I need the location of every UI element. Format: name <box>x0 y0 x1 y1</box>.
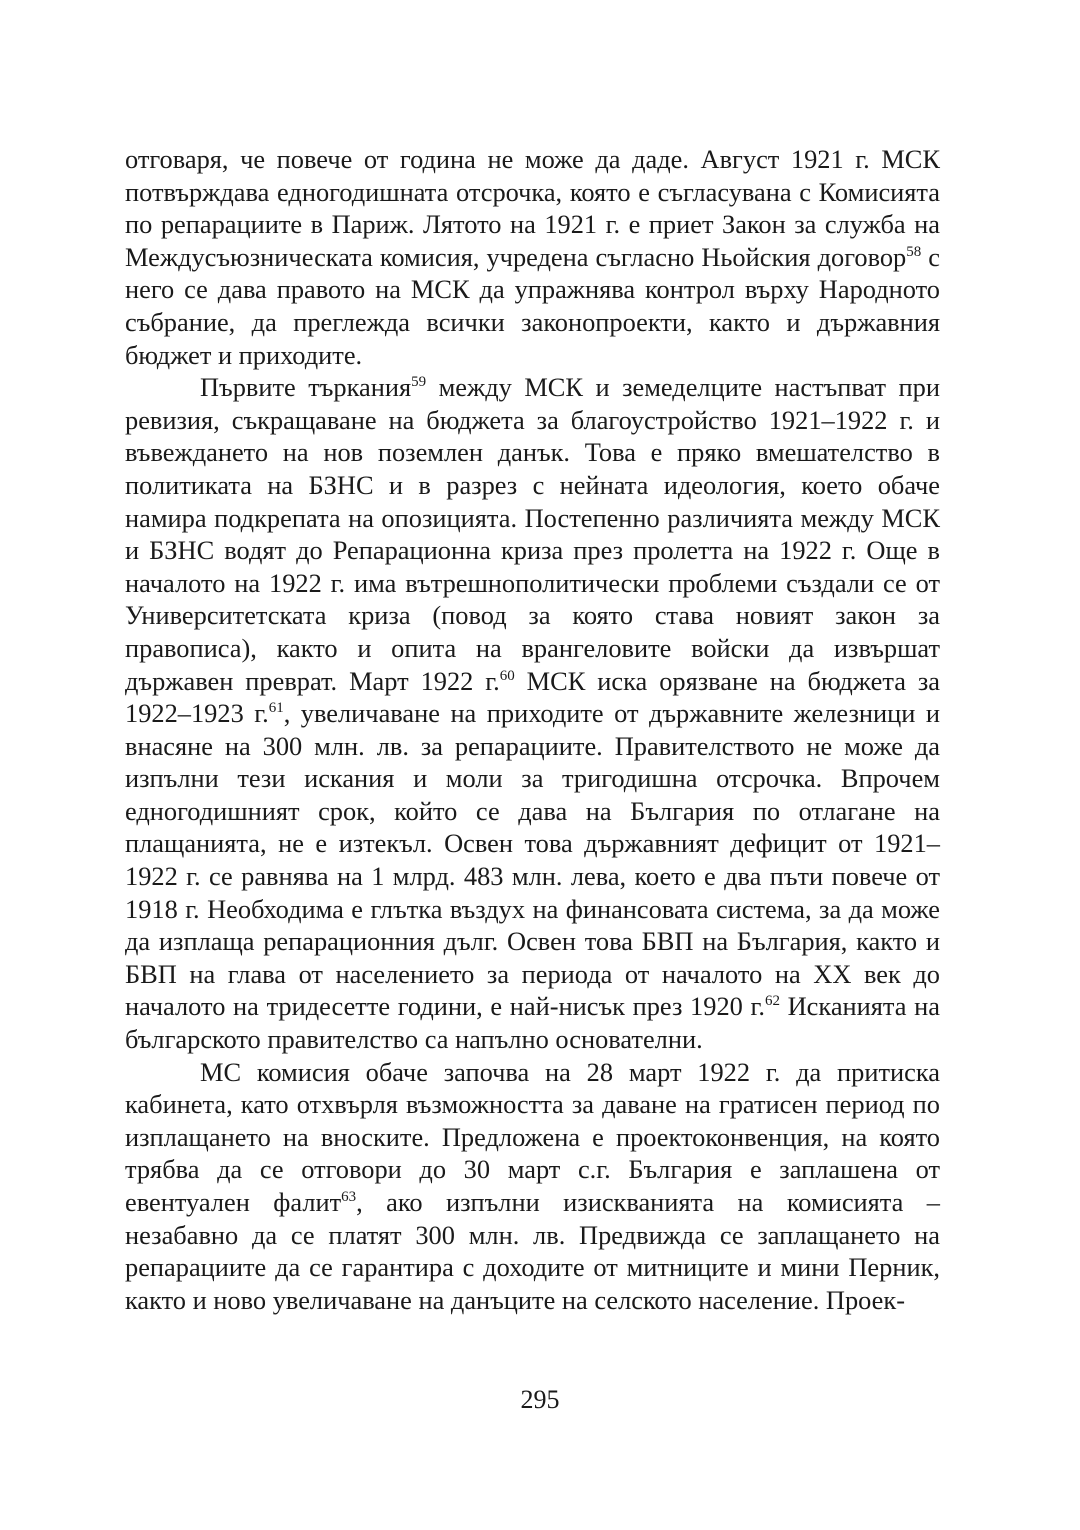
text-run: , увеличаване на приходите от държавните железници и внасяне на 300 млн. лв. за репарациите. Правителството не може да изпълни тези искания и моли за тригодишна отсрочка. Впрочем едногодишният срок, който се дава на България по отлагане на плащанията, не е изтекъл. Освен това държавният дефицит от 1921–1922 г. се равнява на 1 млрд. 483 млн. лева, което е два пъти повече от 1918 г. Необходима е глътка въздух на финансовата система, за да може да изплаща репарационния дълг. Освен това БВП на България, както и БВП на глава от населението за периода от началото на XX век до началото на тридесетте години, е най-нисък през 1920 г. <box>125 698 940 1022</box>
text-run: отговаря, че повече от година не може да даде. Август 1921 г. МСК потвърждава едногодишната отсрочка, която е съгласувана с Комисията по репарациите в Париж. Лятото на 1921 г. е приет Закон за служба на Междусъюзническата комисия, учредена съгласно Ньойския договор <box>125 144 940 272</box>
footnote-ref-63[interactable]: 63 <box>341 1189 357 1205</box>
footnote-ref-60[interactable]: 60 <box>499 667 515 684</box>
footnote-ref-62[interactable]: 62 <box>764 993 780 1010</box>
paragraph-1 <box>125 143 940 371</box>
text-run: между МСК и земеделците настъпват при ревизия, съкращаване на бюджета за благоустройство 1921–1922 г. и въвеждането на нов поземлен данък. Това е пряко вмешателство в политиката на БЗНС и в разрез с нейната идеология, което обаче намира подкрепата на опозицията. Постепенно различията между МСК и БЗНС водят до Репарационна криза през пролетта на 1922 г. Още в началото на 1922 г. има вътрешнополитически проблеми създали се от Университетската криза (повод за която става новият закон за правописа), както и опита на врангеловите войски да извършат държавен преврат. Март 1922 г. <box>125 372 940 696</box>
footnote-ref-58[interactable]: 58 <box>906 243 922 260</box>
text-run: , ако изпълни изискванията на комисията – незабавно да се платят 300 млн. лв. Предвижда се заплащането на репарациите да се гарантира с доходите от митниците и мини Перник, както и ново увеличаване на данъците на селското население. Проек- <box>125 1187 940 1315</box>
text-run: МС комисия обаче започва на 28 март 1922 г. да притиска кабинета, като отхвърля възможността за даване на гратисен период по изплащането на вноските. Предложена е проектоконвенция, на която трябва да се отговори до 30 март с.г. България е заплашена от евентуален фалит <box>125 1056 940 1217</box>
text-run: Исканията на българското правителство са напълно основателни. <box>125 991 940 1055</box>
footnote-ref-59[interactable]: 59 <box>411 374 427 391</box>
page-number: 295 <box>520 1385 560 1414</box>
text-run: Първите търкания <box>200 372 412 403</box>
text-run: с него се дава правото на МСК да упражнява контрол върху Народното събрание, да преглежда всички законопроекти, както и държавния бюджет и приходите. <box>125 241 941 370</box>
text-run: МСК иска орязване на бюджета за 1922–1923 г. <box>125 665 940 729</box>
footnote-ref-61[interactable]: 61 <box>268 700 284 717</box>
page-body <box>125 143 940 1316</box>
paragraph-2 <box>125 371 940 1055</box>
paragraph-3 <box>125 1056 940 1317</box>
